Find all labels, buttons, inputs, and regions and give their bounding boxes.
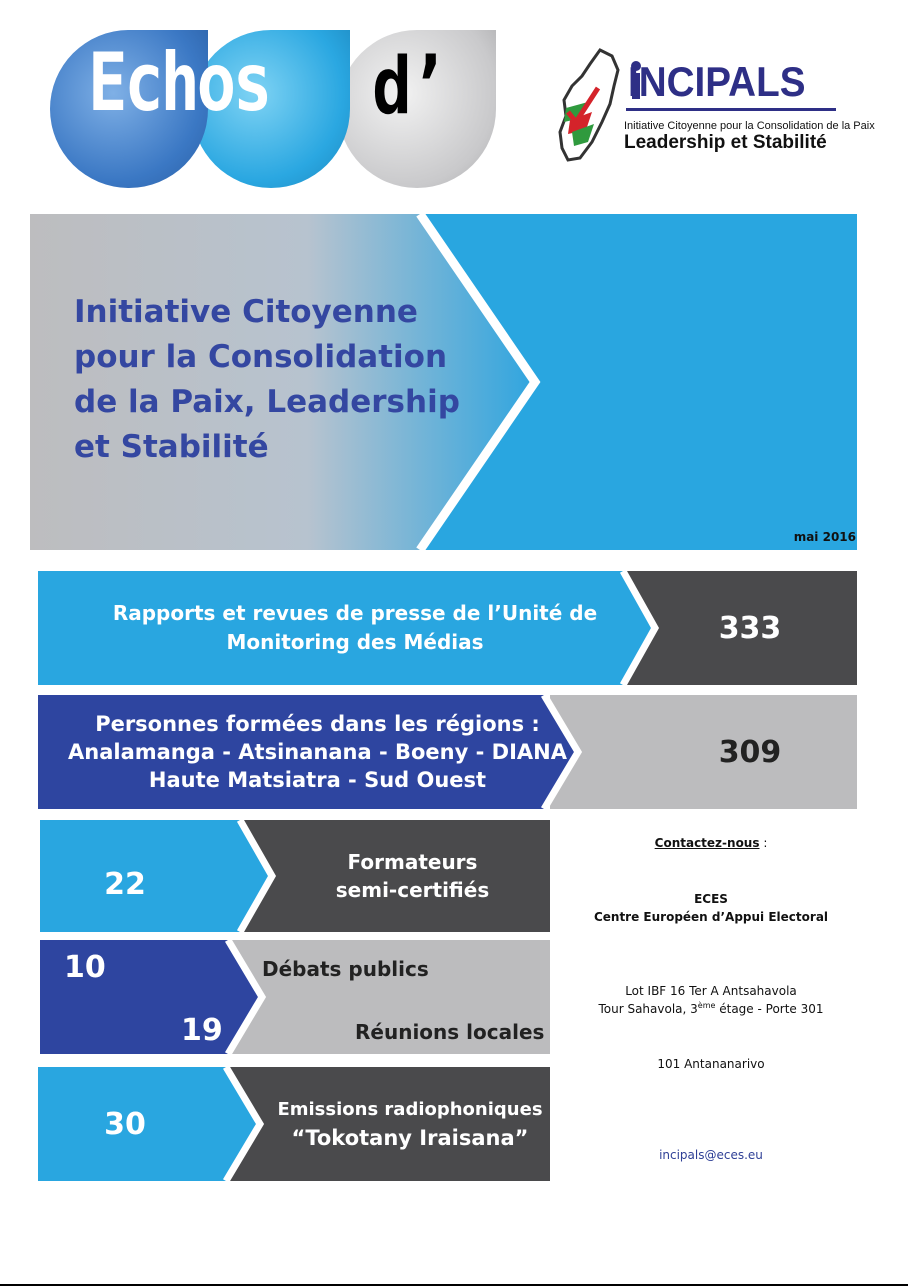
footer-rule <box>0 1284 908 1286</box>
contact-heading <box>560 836 862 850</box>
banner-title-line: Initiative Citoyenne <box>74 294 418 330</box>
contact-address-line2 <box>560 1001 862 1016</box>
row5-value: 30 <box>104 1106 146 1142</box>
row2-label-line: Personnes formées dans les régions : <box>95 712 540 736</box>
madagascar-map-icon <box>552 46 630 164</box>
contact-address2-post: étage - Porte 301 <box>715 1002 824 1016</box>
logo-subtitle: Initiative Citoyenne pour la Consolidation de la Paix <box>624 120 875 132</box>
contact-city: 101 Antananarivo <box>657 1057 765 1071</box>
row4-value-debates: 10 <box>64 950 106 985</box>
row3-label-line: Formateurs <box>347 850 478 874</box>
contact-heading-text: Contactez-nous <box>654 836 760 850</box>
banner-title-line: et Stabilité <box>74 429 269 465</box>
contact-address2-sup: ème <box>697 1001 716 1010</box>
row4-label-meetings: Réunions locales <box>355 1020 545 1044</box>
logo-tagline: Leadership et Stabilité <box>624 132 827 153</box>
logo-name: INCIPALS <box>628 58 806 105</box>
echos-title: Echos <box>88 36 270 129</box>
row5-label-line: “Tokotany Iraisana” <box>291 1126 529 1150</box>
banner-title <box>74 290 460 470</box>
contact-org-short: ECES <box>694 892 728 906</box>
row3-label-line: semi-certifiés <box>335 878 490 902</box>
logo-underline <box>626 108 836 111</box>
contact-address-line1: Lot IBF 16 Ter A Antsahavola <box>625 984 797 998</box>
row5-label-line: Emissions radiophoniques <box>277 1099 543 1120</box>
banner-date: mai 2016 <box>793 530 856 544</box>
row5-label <box>270 1067 550 1181</box>
row1-label <box>60 571 650 685</box>
row1-value: 333 <box>718 610 782 646</box>
contact-address2-pre: Tour Sahavola, 3 <box>598 1002 698 1016</box>
row1-label-line: Rapports et revues de presse de l’Unité de <box>112 601 598 625</box>
row2-label-line: Haute Matsiatra - Sud Ouest <box>148 768 487 792</box>
banner-title-line: pour la Consolidation <box>74 339 448 375</box>
banner-title-line: de la Paix, Leadership <box>74 384 460 420</box>
contact-email-link[interactable]: incipals@eces.eu <box>659 1148 763 1162</box>
contact-heading-suffix: : <box>759 836 768 850</box>
row4-value-meetings: 19 <box>181 1013 223 1048</box>
row2-value: 309 <box>718 734 782 770</box>
contact-org-full: Centre Européen d’Appui Electoral <box>593 910 829 924</box>
row2-label <box>60 695 575 809</box>
row4-label-debates: Débats publics <box>262 957 429 981</box>
row3-value: 22 <box>104 866 146 902</box>
row1-label-line: Monitoring des Médias <box>226 630 484 654</box>
row2-label-line: Analamanga - Atsinanana - Boeny - DIANA <box>68 740 567 764</box>
row3-label <box>290 820 535 932</box>
echos-d: d’ <box>372 42 446 132</box>
